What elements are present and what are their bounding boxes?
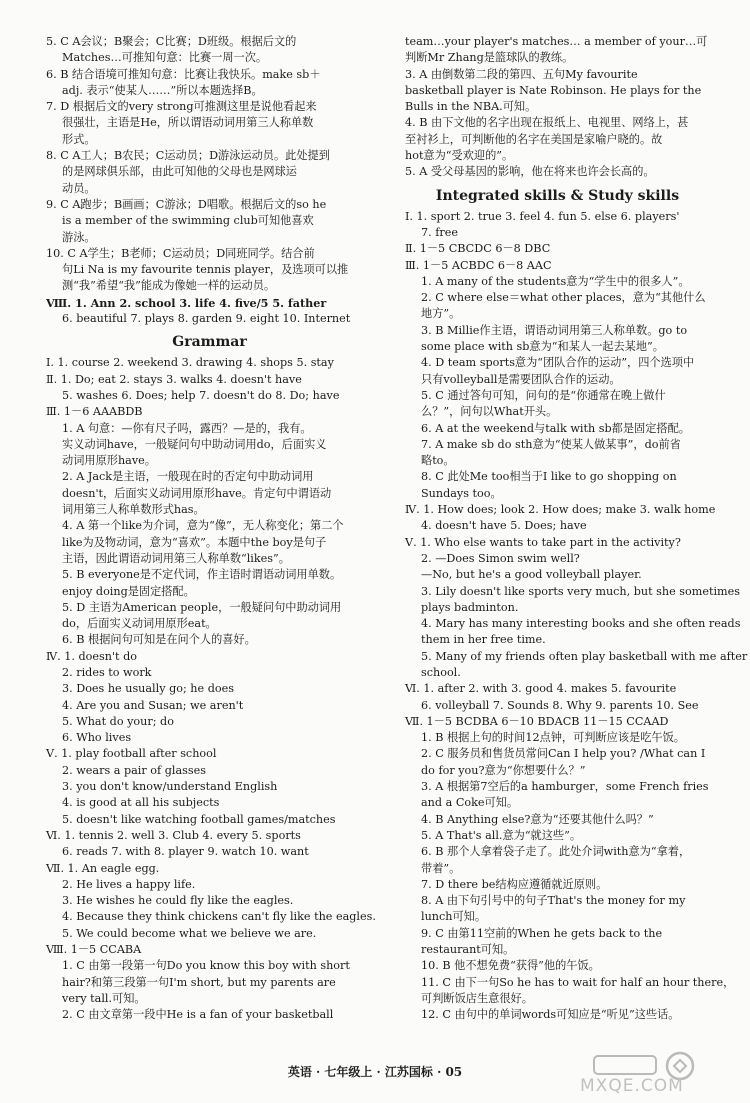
answer-line: hot意为“受欢迎的”。: [405, 149, 514, 163]
answer-line: 词用第三人称单数形式has。: [62, 503, 205, 517]
answer-line: very tall.可知。: [62, 991, 146, 1005]
answer-line: 7. D there be结构应遵循就近原则。: [421, 877, 608, 891]
answer-line: 1. B 根据上句的时间12点钟，可判断应该是吃午饭。: [421, 731, 685, 745]
answer-line: 游泳。: [62, 230, 96, 244]
answer-line: 5. B everyone是不定代词，作主语时谓语动词用单数。: [62, 568, 342, 582]
answer-line: 6. B 那个人拿着袋子走了。此处介词with意为“拿着，: [421, 845, 691, 859]
answer-line: Ⅰ. 1. sport 2. true 3. feel 4. fun 5. else 6. players': [405, 209, 680, 223]
answer-line: 2. wears a pair of glasses: [62, 763, 206, 777]
answer-line: 4. Are you and Susan; we aren't: [62, 698, 244, 712]
answer-line: plays badminton.: [421, 600, 519, 614]
answer-line: 7. free: [421, 225, 458, 239]
answer-line: 7. D 根据后文的very strong可推测这里是说他看起来: [46, 100, 317, 114]
answer-line: Matches…可推知句意：比赛一周一次。: [62, 51, 268, 65]
answer-line: 句Li Na is my favourite tennis player，及选项可以推: [62, 263, 349, 277]
answer-line: —No, but he's a good volleyball player.: [421, 568, 642, 582]
answer-line: 5. We could become what we believe we are.: [62, 926, 317, 940]
answer-line: 5. What do your; do: [62, 714, 174, 728]
left-block-1: [46, 34, 373, 327]
answer-line: 2. He lives a happy life.: [62, 877, 196, 891]
answer-line: 4. Because they think chickens can't fly like the eagles.: [62, 910, 376, 924]
page-footer: 英语 · 七年级上 · 江苏国标 · 05: [287, 1065, 463, 1079]
answer-line: 3. A 根据第7空后的a hamburger，some French fries: [421, 780, 709, 794]
answer-line: 带着”。: [421, 861, 461, 875]
answer-line: team…your player's matches… a member of your…可: [405, 35, 708, 48]
answer-line: 3. He wishes he could fly like the eagles.: [62, 894, 294, 908]
section-title-integrated-skills: Integrated skills & Study skills: [435, 187, 680, 204]
answer-line: 11. C 由下一句So he has to wait for half an hour there，: [421, 975, 735, 989]
answer-line: 5. washes 6. Does; help 7. doesn't do 8. Do; have: [62, 388, 340, 402]
answer-line: 动员。: [62, 181, 96, 195]
answer-line: 主语，因此谓语动词用第三人称单数“likes”。: [62, 551, 290, 565]
answer-line: some place with sb意为“和某人一起去某地”。: [421, 340, 664, 354]
section-header-line: Ⅷ. 1. Ann 2. school 3. life 4. five/5 5. father: [46, 295, 327, 310]
answer-line: Ⅵ. 1. after 2. with 3. good 4. makes 5. favourite: [405, 682, 677, 696]
answer-line: do for you?意为“你想要什么？”: [421, 763, 586, 777]
right-column: [405, 34, 748, 1024]
left-column: [46, 34, 376, 1024]
answer-line: is a member of the swimming club可知他喜欢: [62, 214, 314, 228]
answer-line: 6. reads 7. with 8. player 9. watch 10. want: [62, 845, 309, 859]
answer-line: school.: [421, 665, 461, 679]
answer-line: 2. —Does Simon swim well?: [421, 551, 580, 565]
answer-line: do，后面实义动词用原形eat。: [62, 617, 217, 631]
answer-line: Ⅱ. 1. Do; eat 2. stays 3. walks 4. doesn't have: [46, 372, 302, 386]
answer-line: 测“我”希望“我”能成为像她一样的运动员。: [62, 279, 276, 293]
answer-line: Bulls in the NBA.可知。: [405, 100, 537, 114]
answer-line: Ⅴ. 1. Who else wants to take part in the activity?: [405, 535, 681, 549]
answer-line: 5. Many of my friends often play basketball with me after: [421, 649, 748, 663]
answer-line: and a Coke可知。: [421, 796, 519, 810]
answer-line: 2. C 由文章第一段中He is a fan of your basketball: [62, 1008, 334, 1022]
answer-line: 1. A many of the students意为“学生中的很多人”。: [421, 274, 690, 288]
answer-line: 12. C 由句中的单词words可知应是“听见”这些话。: [421, 1008, 680, 1022]
answer-line: 6. B 根据问句可知是在问个人的喜好。: [62, 633, 256, 647]
answer-line: enjoy doing是固定搭配。: [62, 584, 195, 598]
watermark-text: MXQE.COM: [580, 1076, 684, 1096]
answer-line: 10. C A学生；B老师；C运动员；D同班同学。结合前: [46, 246, 315, 260]
answer-line: 6. beautiful 7. plays 8. garden 9. eight 10. Internet: [62, 312, 351, 326]
answer-line: 4. Mary has many interesting books and she often reads: [421, 617, 741, 631]
answer-line: 略to。: [421, 454, 455, 468]
answer-line: 8. A 由下句引号中的句子That's the money for my: [421, 894, 686, 908]
answer-line: like为及物动词，意为“喜欢”。本题中the boy是句子: [62, 535, 327, 549]
answer-line: 只有volleyball是需要团队合作的运动。: [421, 372, 621, 386]
answer-line: 9. C 由第11空前的When he gets back to the: [421, 926, 663, 940]
answer-line: 1. A 句意：—你有尺子吗，露西？—是的，我有。: [62, 421, 312, 435]
answer-line: 8. C 此处Me too相当于I like to go shopping on: [421, 470, 677, 484]
answer-line: Sundays too。: [421, 486, 502, 500]
answer-line: hair?和第三段第一句I'm short, but my parents are: [62, 975, 336, 989]
answer-line: 2. A Jack是主语，一般现在时的否定句中助动词用: [62, 470, 314, 484]
answer-line: restaurant可知。: [421, 943, 515, 957]
answer-line: adj. 表示“使某人……”所以本题选择B。: [62, 83, 263, 97]
answer-line: Ⅶ. 1. An eagle egg.: [46, 861, 160, 875]
answer-line: 5. doesn't like watching football games/matches: [62, 812, 336, 826]
answer-line: Ⅳ. 1. doesn't do: [46, 649, 138, 663]
right-block-1: [405, 34, 710, 181]
right-block-2: [405, 209, 748, 1024]
answer-line: 2. C 服务员和售货员常问Can I help you? /What can I: [421, 747, 706, 761]
answer-line: Ⅷ. 1－5 CCABA: [46, 943, 142, 957]
answer-line: 的是网球俱乐部，由此可知他的父母也是网球运: [62, 165, 297, 179]
answer-line: 5. A 受父母基因的影响，他在将来也许会长高的。: [405, 165, 655, 179]
answer-line: 5. D 主语为American people，一般疑问句中助动词用: [62, 600, 342, 614]
answer-line: 4. B Anything else?意为“还要其他什么吗？”: [421, 812, 654, 826]
answer-line: 6. volleyball 7. Sounds 8. Why 9. parents 10. See: [421, 698, 699, 712]
answer-line: 3. Lily doesn't like sports very much, but she sometimes: [421, 584, 741, 598]
answer-line: lunch可知。: [421, 910, 487, 924]
answer-line: 4. A 第一个like为介词，意为“像”，无人称变化；第二个: [62, 519, 344, 533]
answer-line: 很强壮，主语是He，所以谓语动词用第三人称单数: [62, 116, 314, 130]
answer-line: 3. you don't know/understand English: [62, 780, 278, 794]
answer-line: them in her free time.: [421, 633, 546, 647]
answer-line: 5. C 通过答句可知，问句的是“你通常在晚上做什: [421, 388, 666, 402]
answer-line: 么？”，问句以What开头。: [421, 405, 558, 419]
watermark: [550, 1052, 740, 1100]
answer-line: 4. doesn't have 5. Does; have: [421, 519, 587, 533]
answer-line: 2. C where else＝what other places，意为“其他什么: [421, 291, 706, 305]
answer-line: Ⅳ. 1. How does; look 2. How does; make 3. walk home: [405, 503, 716, 517]
answer-line: 可判断饭店生意很好。: [421, 991, 533, 1005]
answer-line: 形式。: [62, 132, 96, 146]
answer-line: Ⅶ. 1－5 BCDBA 6－10 BDACB 11－15 CCAAD: [405, 714, 669, 728]
answer-line: Ⅴ. 1. play football after school: [46, 747, 217, 761]
answer-line: 9. C A跑步；B画画；C游泳；D唱歌。根据后文的so he: [46, 197, 327, 211]
answer-line: 6. B 结合语境可推知句意：比赛让我快乐。make sb＋: [46, 67, 321, 81]
answer-line: 8. C A工人；B农民；C运动员；D游泳运动员。此处提到: [46, 149, 330, 163]
answer-line: 6. A at the weekend与talk with sb都是固定搭配。: [421, 421, 690, 435]
answer-line: 4. B 由下文他的名字出现在报纸上、电视里、网络上，甚: [405, 116, 689, 130]
answer-line: 判断Mr Zhang是篮球队的教练。: [405, 51, 574, 65]
left-block-2: [46, 355, 376, 1023]
answer-line: Ⅲ. 1－5 ACBDC 6－8 AAC: [405, 258, 552, 272]
answer-line: 5. A That's all.意为“就这些”。: [421, 828, 582, 842]
answer-line: 6. Who lives: [62, 731, 132, 745]
answer-line: Ⅵ. 1. tennis 2. well 3. Club 4. every 5. sports: [46, 828, 301, 842]
answer-line: 3. A 由倒数第二段的第四、五句My favourite: [405, 67, 638, 81]
answer-line: 10. B 他不想免费“获得”他的午饭。: [421, 959, 600, 973]
answer-line: 3. B Millie作主语，谓语动词用第三人称单数。go to: [421, 323, 688, 337]
answer-line: 动词用原形have。: [62, 454, 156, 468]
answer-line: 至衬衫上，可判断他的名字在美国是家喻户晓的。故: [405, 132, 663, 146]
answer-line: Ⅰ. 1. course 2. weekend 3. drawing 4. shops 5. stay: [46, 356, 334, 370]
answer-line: basketball player is Nate Robinson. He plays for the: [405, 83, 702, 97]
answer-line: 地方”。: [421, 307, 461, 321]
section-title-grammar: Grammar: [172, 334, 247, 351]
answer-line: 3. Does he usually go; he does: [62, 682, 234, 696]
answer-line: 4. D team sports意为“团队合作的运动”，四个选项中: [421, 356, 695, 370]
answer-line: 4. is good at all his subjects: [62, 796, 220, 810]
answer-line: doesn't，后面实义动词用原形have。肯定句中谓语动: [62, 486, 332, 500]
answer-line: 5. C A会议；B聚会；C比赛；D班级。根据后文的: [46, 35, 297, 48]
answer-line: Ⅲ. 1－6 AAABDB: [46, 405, 143, 419]
answer-line: Ⅱ. 1－5 CBCDC 6－8 DBC: [405, 242, 551, 256]
answer-line: 2. rides to work: [62, 665, 152, 679]
answer-line: 1. C 由第一段第一句Do you know this boy with short: [62, 959, 350, 973]
answer-line: 实义动词have，一般疑问句中助动词用do，后面实义: [62, 437, 327, 451]
answer-line: 7. A make sb do sth意为“使某人做某事”，do前省: [421, 437, 681, 451]
